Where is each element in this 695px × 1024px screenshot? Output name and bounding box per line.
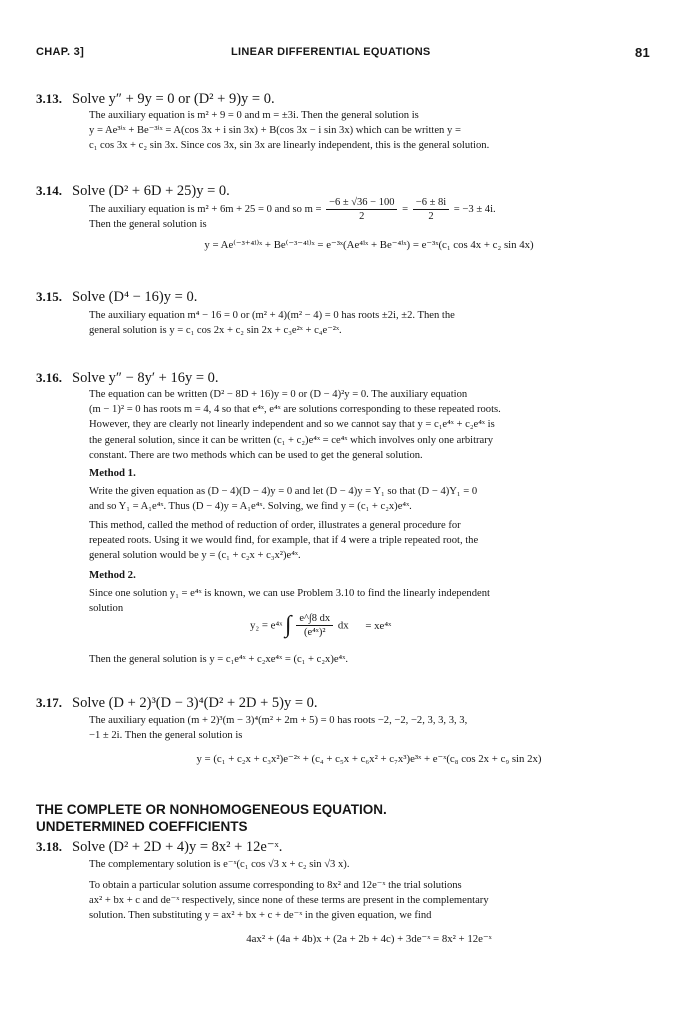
problem-number: 3.16. <box>36 370 62 385</box>
method-2-conclusion: Then the general solution is y = c₁e⁴ˣ + c₂xe⁴ˣ = (c₁ + c₂x)e⁴ˣ. <box>89 654 348 665</box>
integrand-numerator: e^∫8 dx <box>296 612 333 626</box>
text-line: general solution would be y = (c₁ + c₂x + c₃x²)e⁴ˣ. <box>89 550 301 562</box>
problem-title: Solve (D² + 2D + 4)y = 8x² + 12e⁻ˣ. <box>72 839 283 855</box>
text-line: −1 ± 2i. Then the general solution is <box>89 730 243 742</box>
integral-sign: ∫ <box>285 612 292 638</box>
text-line: the general solution, since it can be written (c₁ + c₂)e⁴ˣ = ce⁴ˣ which involves only one arbitrary <box>89 434 494 446</box>
text-line: ax² + bx + c and de⁻ˣ respectively, since none of these terms are present in the complementary <box>89 895 489 907</box>
problem-3-16-heading <box>36 369 219 387</box>
problem-3-13-heading <box>36 90 275 108</box>
problem-3-18-body <box>89 878 649 924</box>
problem-number: 3.18. <box>36 839 62 854</box>
dx: dx <box>337 619 349 632</box>
then-text: Then the general solution is <box>89 219 207 230</box>
text-line: c₁ cos 3x + c₂ sin 3x. Since cos 3x, sin 3x are linearly independent, this is the general solution. <box>89 140 490 152</box>
text-line: The auxiliary equation m⁴ − 16 = 0 or (m² + 4)(m² − 4) = 0 has roots ±2i, ±2. Then the <box>89 310 455 321</box>
problem-3-17-heading <box>36 694 318 712</box>
page-header <box>36 46 650 62</box>
problem-3-14-solution: y = Ae⁽⁻³⁺⁴ⁱ⁾ˣ + Be⁽⁻³⁻⁴ⁱ⁾ˣ = e⁻³ˣ(Ae⁴ⁱˣ + Be⁻⁴ⁱˣ) = e⁻³ˣ(c₁ cos 4x + c₂ sin 4x) <box>204 239 534 251</box>
simplified-fraction <box>413 196 449 223</box>
text-line: repeated roots. Using it we would find, for example, that if 4 were a triple repeated root, the <box>89 535 479 547</box>
text-line: solution <box>89 603 124 615</box>
text-line: However, they are clearly not linearly independent and so we cannot say that y = c₁e⁴ˣ + c₂e⁴ˣ is <box>89 419 495 431</box>
fraction-numerator: −6 ± 8i <box>413 196 449 210</box>
text-line: The equation can be written (D² − 8D + 16)y = 0 or (D − 4)²y = 0. The auxiliary equation <box>89 389 468 400</box>
problem-number: 3.13. <box>36 91 62 106</box>
problem-title: Solve y″ + 9y = 0 or (D² + 9)y = 0. <box>72 91 275 107</box>
text-line: To obtain a particular solution assume corresponding to 8x² and 12e⁻ˣ the trial solutions <box>89 880 462 891</box>
problem-number: 3.17. <box>36 695 62 710</box>
problem-3-16-body <box>89 387 649 463</box>
problem-title: Solve (D² + 6D + 25)y = 0. <box>72 183 230 199</box>
text-line: general solution is y = c₁ cos 2x + c₂ sin 2x + c₃e²ˣ + c₄e⁻²ˣ. <box>89 325 342 337</box>
complementary-solution: The complementary solution is e⁻ˣ(c₁ cos √3 x + c₂ sin √3 x). <box>89 859 350 870</box>
fraction-denominator: 2 <box>428 211 434 222</box>
problem-number: 3.15. <box>36 289 62 304</box>
page-number: 81 <box>634 45 650 60</box>
problem-3-17-body <box>89 713 649 743</box>
section-heading <box>36 801 387 835</box>
method-1-heading: Method 1. <box>89 467 136 479</box>
text-line: constant. There are two methods which can be used to get the general solution. <box>89 449 423 461</box>
quadratic-fraction <box>326 196 397 223</box>
problem-3-15-body <box>89 308 649 338</box>
problem-3-15-heading <box>36 288 197 306</box>
text-line: Write the given equation as (D − 4)(D − 4)y = 0 and let (D − 4)y = Y₁ so that (D − 4)Y₁ = 0 <box>89 486 478 497</box>
problem-3-17-solution: y = (c₁ + c₂x + c₃x²)e⁻²ˣ + (c₄ + c₅x + c₆x² + c₇x³)e³ˣ + e⁻ˣ(c₈ cos 2x + c₉ sin 2x) <box>196 753 542 765</box>
section-heading-line-2: UNDETERMINED COEFFICIENTS <box>36 819 248 834</box>
problem-3-13-body <box>89 108 649 154</box>
aux-text: The auxiliary equation is m² + 6m + 25 = 0 and so m = <box>89 204 322 215</box>
y2-rhs: = xe⁴ˣ <box>365 619 392 632</box>
text-line: solution. Then substituting y = ax² + bx + c + de⁻ˣ in the given equation, we find <box>89 910 432 922</box>
method-1-paragraph-2 <box>89 518 649 564</box>
method-1-body <box>89 484 649 514</box>
text-line: and so Y₁ = A₁e⁴ˣ. Thus (D − 4)y = A₁e⁴ˣ. Solving, we find y = (c₁ + c₂x)e⁴ˣ. <box>89 501 412 513</box>
fraction-numerator: −6 ± √36 − 100 <box>326 196 397 210</box>
section-heading-line-1: THE COMPLETE OR NONHOMOGENEOUS EQUATION. <box>36 802 387 817</box>
y2-lhs: y₂ = e⁴ˣ <box>250 619 283 632</box>
text-line: The auxiliary equation is m² + 9 = 0 and m = ±3i. Then the general solution is <box>89 110 419 121</box>
text-line: Since one solution y₁ = e⁴ˣ is known, we can use Problem 3.10 to find the linearly independent <box>89 588 490 599</box>
integrand-denominator: (e⁴ˣ)² <box>303 627 326 638</box>
text-line: (m − 1)² = 0 has roots m = 4, 4 so that e⁴ˣ, e⁴ˣ are solutions corresponding to these repeated roots. <box>89 404 501 416</box>
problem-number: 3.14. <box>36 183 62 198</box>
problem-3-18-equation: 4ax² + (4a + 4b)x + (2a + 2b + 4c) + 3de⁻ˣ = 8x² + 12e⁻ˣ <box>246 933 492 945</box>
running-title: LINEAR DIFFERENTIAL EQUATIONS <box>231 46 431 58</box>
chapter-label: CHAP. 3] <box>36 46 85 58</box>
y2-equation <box>250 612 391 639</box>
fraction-denominator: 2 <box>359 211 365 222</box>
text-line: y = Ae³ⁱˣ + Be⁻³ⁱˣ = A(cos 3x + i sin 3x) + B(cos 3x − i sin 3x) which can be written y = <box>89 125 461 137</box>
problem-title: Solve (D⁴ − 16)y = 0. <box>72 289 198 305</box>
text-line: The auxiliary equation (m + 2)³(m − 3)⁴(m² + 2m + 5) = 0 has roots −2, −2, −2, 3, 3, 3, 3, <box>89 715 468 726</box>
problem-3-18-heading <box>36 838 282 856</box>
problem-title: Solve y″ − 8y′ + 16y = 0. <box>72 370 219 386</box>
integrand-fraction <box>296 612 333 639</box>
problem-title: Solve (D + 2)³(D − 3)⁴(D² + 2D + 5)y = 0. <box>72 695 318 711</box>
text-line: This method, called the method of reduction of order, illustrates a general procedure for <box>89 520 461 531</box>
equals-sign: = <box>402 204 409 215</box>
method-2-heading: Method 2. <box>89 569 136 581</box>
roots-result: = −3 ± 4i. <box>453 204 496 215</box>
